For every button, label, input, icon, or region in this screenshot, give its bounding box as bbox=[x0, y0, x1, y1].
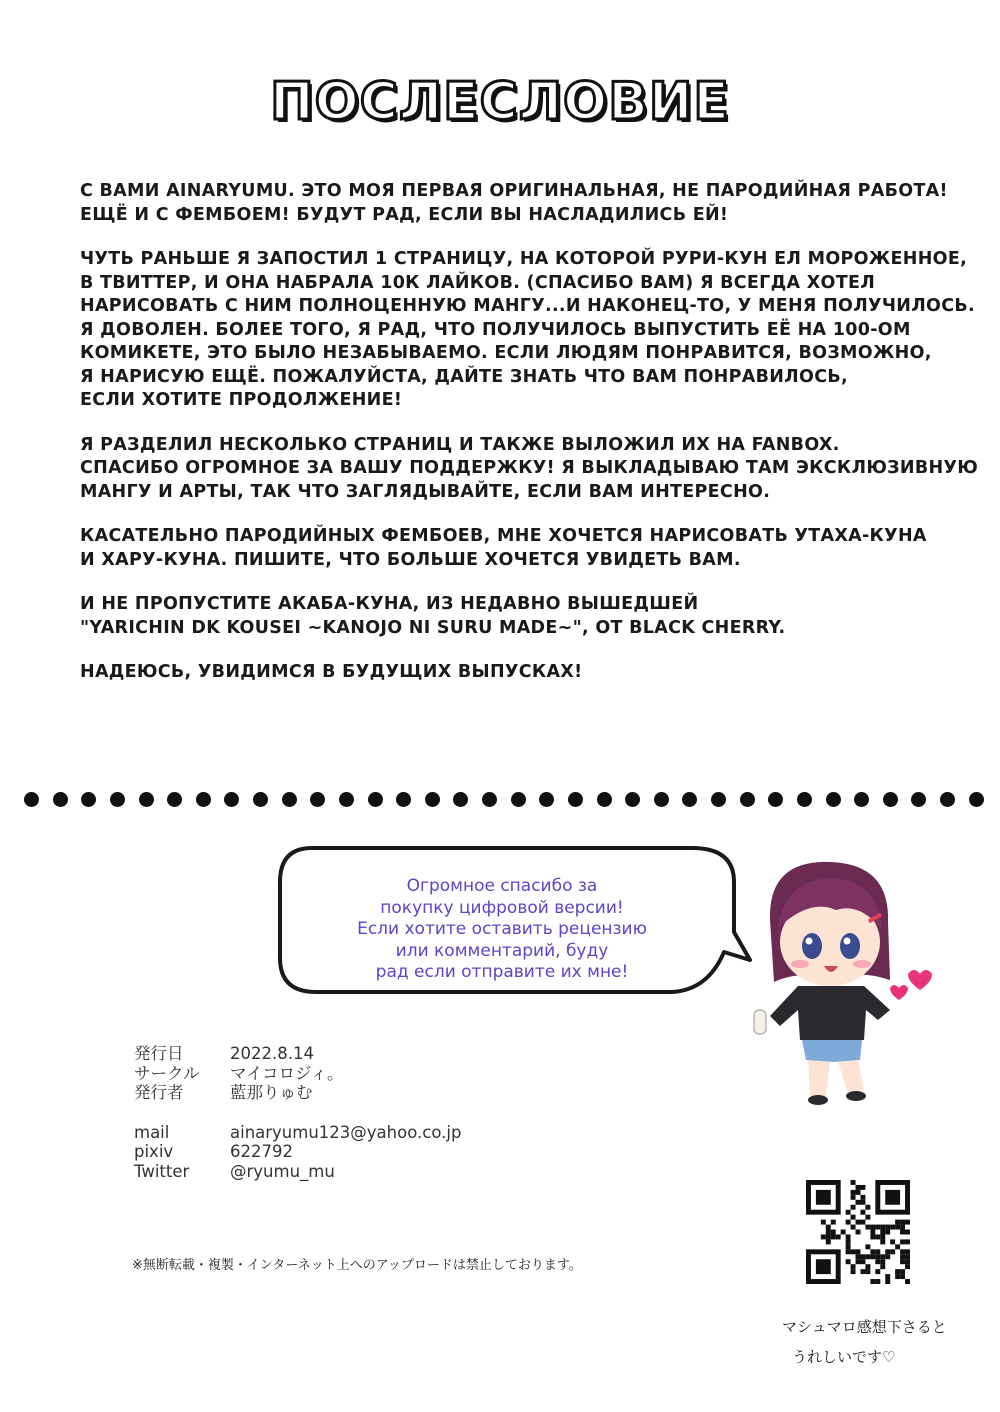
divider-dot bbox=[682, 792, 697, 807]
divider-dot bbox=[883, 792, 898, 807]
divider-dot bbox=[396, 792, 411, 807]
divider-dot bbox=[139, 792, 154, 807]
bubble-line: Огромное спасибо за bbox=[406, 876, 598, 896]
divider-dot bbox=[768, 792, 783, 807]
heart-icon bbox=[890, 985, 908, 1000]
contact-twitter[interactable]: @ryumu_mu bbox=[230, 1161, 335, 1181]
divider-dot bbox=[282, 792, 297, 807]
colophon bbox=[134, 1044, 461, 1181]
divider-dot bbox=[453, 792, 468, 807]
colophon-row bbox=[134, 1064, 461, 1084]
divider-dot bbox=[24, 792, 39, 807]
handwritten-note bbox=[778, 1306, 948, 1374]
dotted-divider bbox=[24, 790, 984, 808]
contact-pixiv[interactable]: 622792 bbox=[230, 1142, 293, 1161]
qr-code-icon[interactable] bbox=[806, 1180, 910, 1284]
text-line: Я РАЗДЕЛИЛ НЕСКОЛЬКО СТРАНИЦ И ТАКЖЕ ВЫЛОЖИЛ ИХ НА FANBOX. bbox=[80, 434, 840, 455]
divider-dot bbox=[224, 792, 239, 807]
text-line: И ХАРУ-КУНА. ПИШИТЕ, ЧТО БОЛЬШЕ ХОЧЕТСЯ УВИДЕТЬ ВАМ. bbox=[80, 549, 741, 570]
bubble-line: Если хотите оставить рецензию bbox=[357, 919, 647, 939]
divider-dot bbox=[53, 792, 68, 807]
divider-dot bbox=[167, 792, 182, 807]
colophon-value: 2022.8.14 bbox=[230, 1044, 314, 1063]
text-line: В ТВИТТЕР, И ОНА НАБРАЛА 10К ЛАЙКОВ. (СПАСИБО ВАМ) Я ВСЕГДА ХОТЕЛ bbox=[80, 272, 876, 293]
handwritten-line: うれしいです♡ bbox=[792, 1348, 896, 1366]
text-line: НАДЕЮСЬ, УВИДИМСЯ В БУДУЩИХ ВЫПУСКАХ! bbox=[80, 662, 583, 682]
paragraph bbox=[80, 525, 940, 572]
bubble-line: покупку цифровой версии! bbox=[380, 897, 624, 918]
contact-label: pixiv bbox=[134, 1142, 174, 1161]
divider-dot bbox=[81, 792, 96, 807]
text-line: И НЕ ПРОПУСТИТЕ АКАБА-КУНА, ИЗ НЕДАВНО ВЫШЕДШЕЙ bbox=[80, 594, 699, 614]
divider-dot bbox=[940, 792, 955, 807]
divider-dot bbox=[797, 792, 812, 807]
divider-dot bbox=[339, 792, 354, 807]
text-line: СПАСИБО ОГРОМНОЕ ЗА ВАШУ ПОДДЕРЖКУ! Я ВЫКЛАДЫВАЮ ТАМ ЭКСКЛЮЗИВНУЮ bbox=[80, 458, 979, 478]
divider-dot bbox=[711, 792, 726, 807]
divider-dot bbox=[511, 792, 526, 807]
heart-icon bbox=[908, 970, 932, 990]
text-line: ЕЩЁ И С ФЕМБОЕМ! БУДУТ РАД, ЕСЛИ ВЫ НАСЛАДИЛИСЬ ЕЙ! bbox=[80, 204, 729, 225]
divider-dot bbox=[740, 792, 755, 807]
divider-dot bbox=[368, 792, 383, 807]
paragraph bbox=[80, 248, 975, 413]
divider-dot bbox=[253, 792, 268, 807]
text-line: Я ДОВОЛЕН. БОЛЕЕ ТОГО, Я РАД, ЧТО ПОЛУЧИЛОСЬ ВЫПУСТИТЬ ЕЁ НА 100-ОМ bbox=[80, 319, 911, 340]
divider-dot bbox=[597, 792, 612, 807]
bubble-message bbox=[292, 876, 712, 984]
contact-label: Twitter bbox=[134, 1161, 190, 1181]
divider-dot bbox=[310, 792, 325, 807]
colophon-label: 発行者 bbox=[134, 1083, 184, 1102]
afterword-body bbox=[80, 180, 979, 706]
divider-dot bbox=[654, 792, 669, 807]
divider-dot bbox=[854, 792, 869, 807]
speech-bubble bbox=[272, 840, 752, 1010]
text-line: НАРИСОВАТЬ С НИМ ПОЛНОЦЕННУЮ МАНГУ...И НАКОНЕЦ-ТО, У МЕНЯ ПОЛУЧИЛОСЬ. bbox=[80, 296, 975, 316]
contact-email[interactable]: ainaryumu123@yahoo.co.jp bbox=[230, 1122, 462, 1142]
text-line: ЧУТЬ РАНЬШЕ Я ЗАПОСТИЛ 1 СТРАНИЦУ, НА КОТОРОЙ РУРИ-КУН ЕЛ МОРОЖЕННОЕ, bbox=[80, 249, 968, 269]
colophon-row bbox=[134, 1044, 461, 1064]
colophon-value: マイコロジィ。 bbox=[230, 1063, 344, 1083]
text-line: КОМИКЕТЕ, ЭТО БЫЛО НЕЗАБЫВАЕМО. ЕСЛИ ЛЮДЯМ ПОНРАВИТСЯ, ВОЗМОЖНО, bbox=[80, 343, 932, 363]
colophon-label: サークル bbox=[134, 1063, 200, 1083]
text-line: МАНГУ И АРТЫ, ТАК ЧТО ЗАГЛЯДЫВАЙТЕ, ЕСЛИ ВАМ ИНТЕРЕСНО. bbox=[80, 481, 771, 502]
divider-dot bbox=[539, 792, 554, 807]
divider-dot bbox=[568, 792, 583, 807]
text-line: КАСАТЕЛЬНО ПАРОДИЙНЫХ ФЕМБОЕВ, МНЕ ХОЧЕТСЯ НАРИСОВАТЬ УТАХА-КУНА bbox=[80, 526, 927, 546]
paragraph bbox=[80, 661, 940, 685]
contact-row bbox=[134, 1162, 461, 1182]
paragraph bbox=[80, 180, 948, 227]
contact-label: mail bbox=[134, 1122, 170, 1142]
bubble-line: рад если отправите их мне! bbox=[375, 962, 629, 982]
text-line: Я НАРИСУЮ ЕЩЁ. ПОЖАЛУЙСТА, ДАЙТЕ ЗНАТЬ ЧТО ВАМ ПОНРАВИЛОСЬ, bbox=[80, 366, 848, 387]
text-line: ЕСЛИ ХОТИТЕ ПРОДОЛЖЕНИЕ! bbox=[80, 390, 403, 410]
colophon-row bbox=[134, 1083, 461, 1103]
divider-dot bbox=[911, 792, 926, 807]
paragraph bbox=[80, 434, 979, 505]
divider-dot bbox=[425, 792, 440, 807]
chibi-character-illustration bbox=[740, 850, 940, 1110]
copyright-notice: ※無断転載・複製・インターネット上へのアップロードは禁止しております。 bbox=[132, 1258, 582, 1273]
page-title: ПОСЛЕСЛОВИЕ bbox=[270, 72, 730, 132]
divider-dot bbox=[969, 792, 984, 807]
divider-dot bbox=[826, 792, 841, 807]
bubble-line: или комментарий, буду bbox=[395, 940, 609, 961]
contact-row bbox=[134, 1142, 461, 1162]
contact-row bbox=[134, 1123, 461, 1143]
paragraph bbox=[80, 593, 940, 640]
divider-dot bbox=[625, 792, 640, 807]
colophon-label: 発行日 bbox=[134, 1044, 184, 1063]
colophon-value: 藍那りゅむ bbox=[230, 1083, 313, 1102]
text-line: "YARICHIN DK KOUSEI ~KANOJO NI SURU MADE~", ОТ BLACK CHERRY. bbox=[80, 617, 786, 638]
text-line: С ВАМИ AINARYUMU. ЭТО МОЯ ПЕРВАЯ ОРИГИНАЛЬНАЯ, НЕ ПАРОДИЙНАЯ РАБОТА! bbox=[80, 181, 948, 201]
divider-dot bbox=[482, 792, 497, 807]
divider-dot bbox=[110, 792, 125, 807]
divider-dot bbox=[196, 792, 211, 807]
handwritten-line: マシュマロ感想下さると bbox=[782, 1318, 947, 1336]
